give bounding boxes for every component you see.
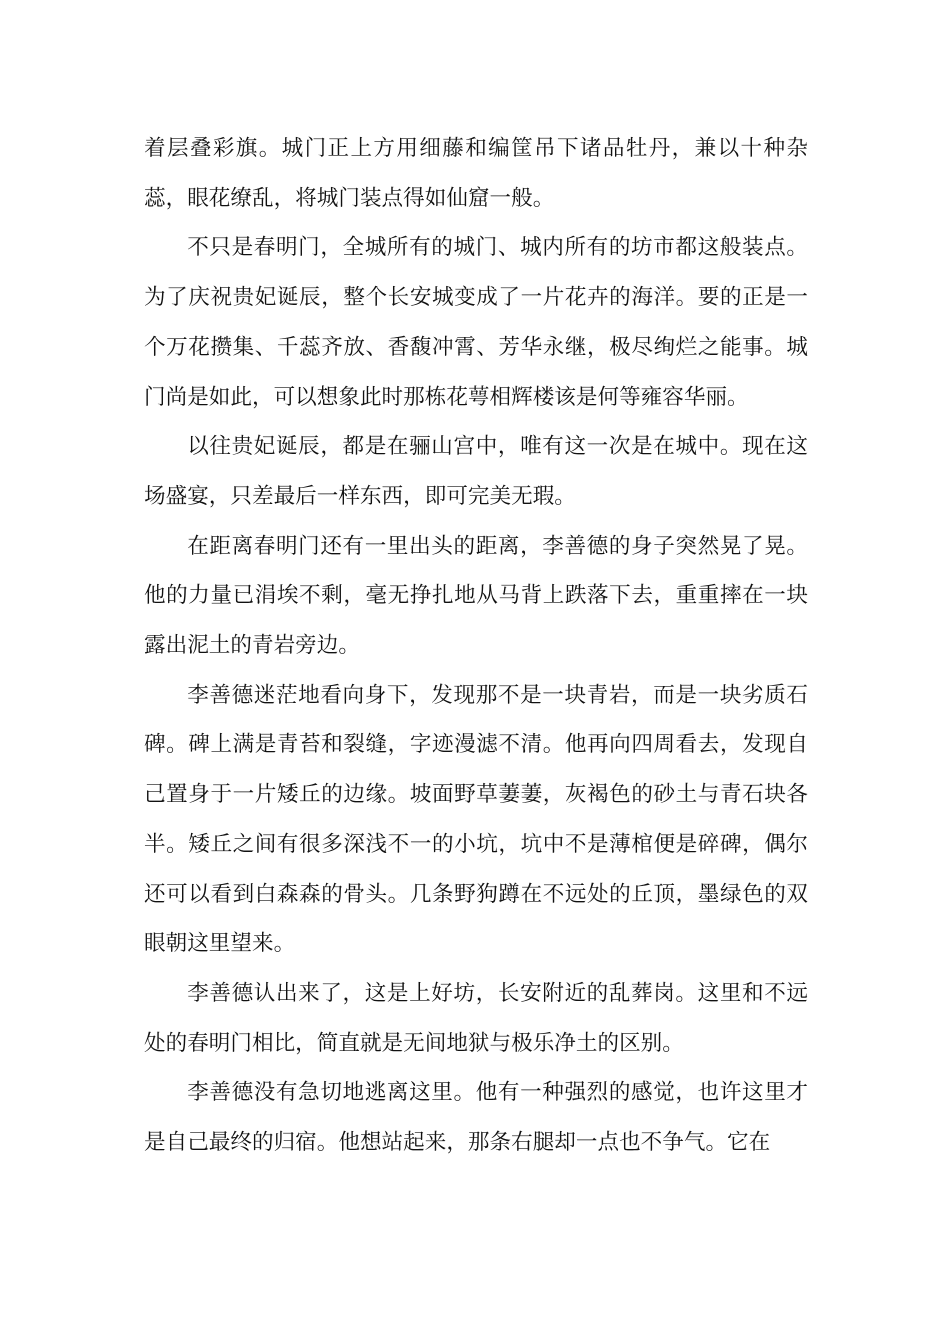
paragraph-5: 李善德迷茫地看向身下，发现那不是一块青岩，而是一块劣质石碑。碑上满是青苔和裂缝，字迹漫滤不清。他再向四周看去，发现自己置身于一片矮丘的边缘。坡面野草萋萋，灰褐色的砂土与青石块各半。矮丘之间有很多深浅不一的小坑，坑中不是薄棺便是碎碑，偶尔还可以看到白森森的骨头。几条野狗蹲在不远处的丘顶，墨绿色的双眼朝这里望来。 [144, 682, 808, 957]
paragraph-3: 以往贵妃诞辰，都是在骊山宫中，唯有这一次是在城中。现在这场盛宴，只差最后一样东西，即可完美无瑕。 [144, 434, 808, 509]
paragraph-4: 在距离春明门还有一里出头的距离，李善德的身子突然晃了晃。他的力量已涓埃不剩，毫无挣扎地从马背上跌落下去，重重摔在一块露出泥土的青岩旁边。 [144, 533, 808, 659]
paragraph-7: 李善德没有急切地逃离这里。他有一种强烈的感觉，也许这里才是自己最终的归宿。他想站起来，那条右腿却一点也不争气。它在 [144, 1080, 808, 1156]
paragraph-2: 不只是春明门，全城所有的城门、城内所有的坊市都这般装点。为了庆祝贵妃诞辰，整个长安城变成了一片花卉的海洋。要的正是一个万花攒集、千蕊齐放、香馥冲霄、芳华永继，极尽绚烂之能事。城门尚是如此，可以想象此时那栋花萼相辉楼该是何等雍容华丽。 [144, 235, 808, 410]
document-page [144, 124, 808, 1168]
paragraph-6: 李善德认出来了，这是上好坊，长安附近的乱葬岗。这里和不远处的春明门相比，简直就是无间地狱与极乐净土的区别。 [144, 980, 808, 1056]
paragraph-1: 着层叠彩旗。城门正上方用细藤和编筐吊下诸品牡丹，兼以十种杂蕊，眼花缭乱，将城门装点得如仙窟一般。 [144, 136, 808, 211]
